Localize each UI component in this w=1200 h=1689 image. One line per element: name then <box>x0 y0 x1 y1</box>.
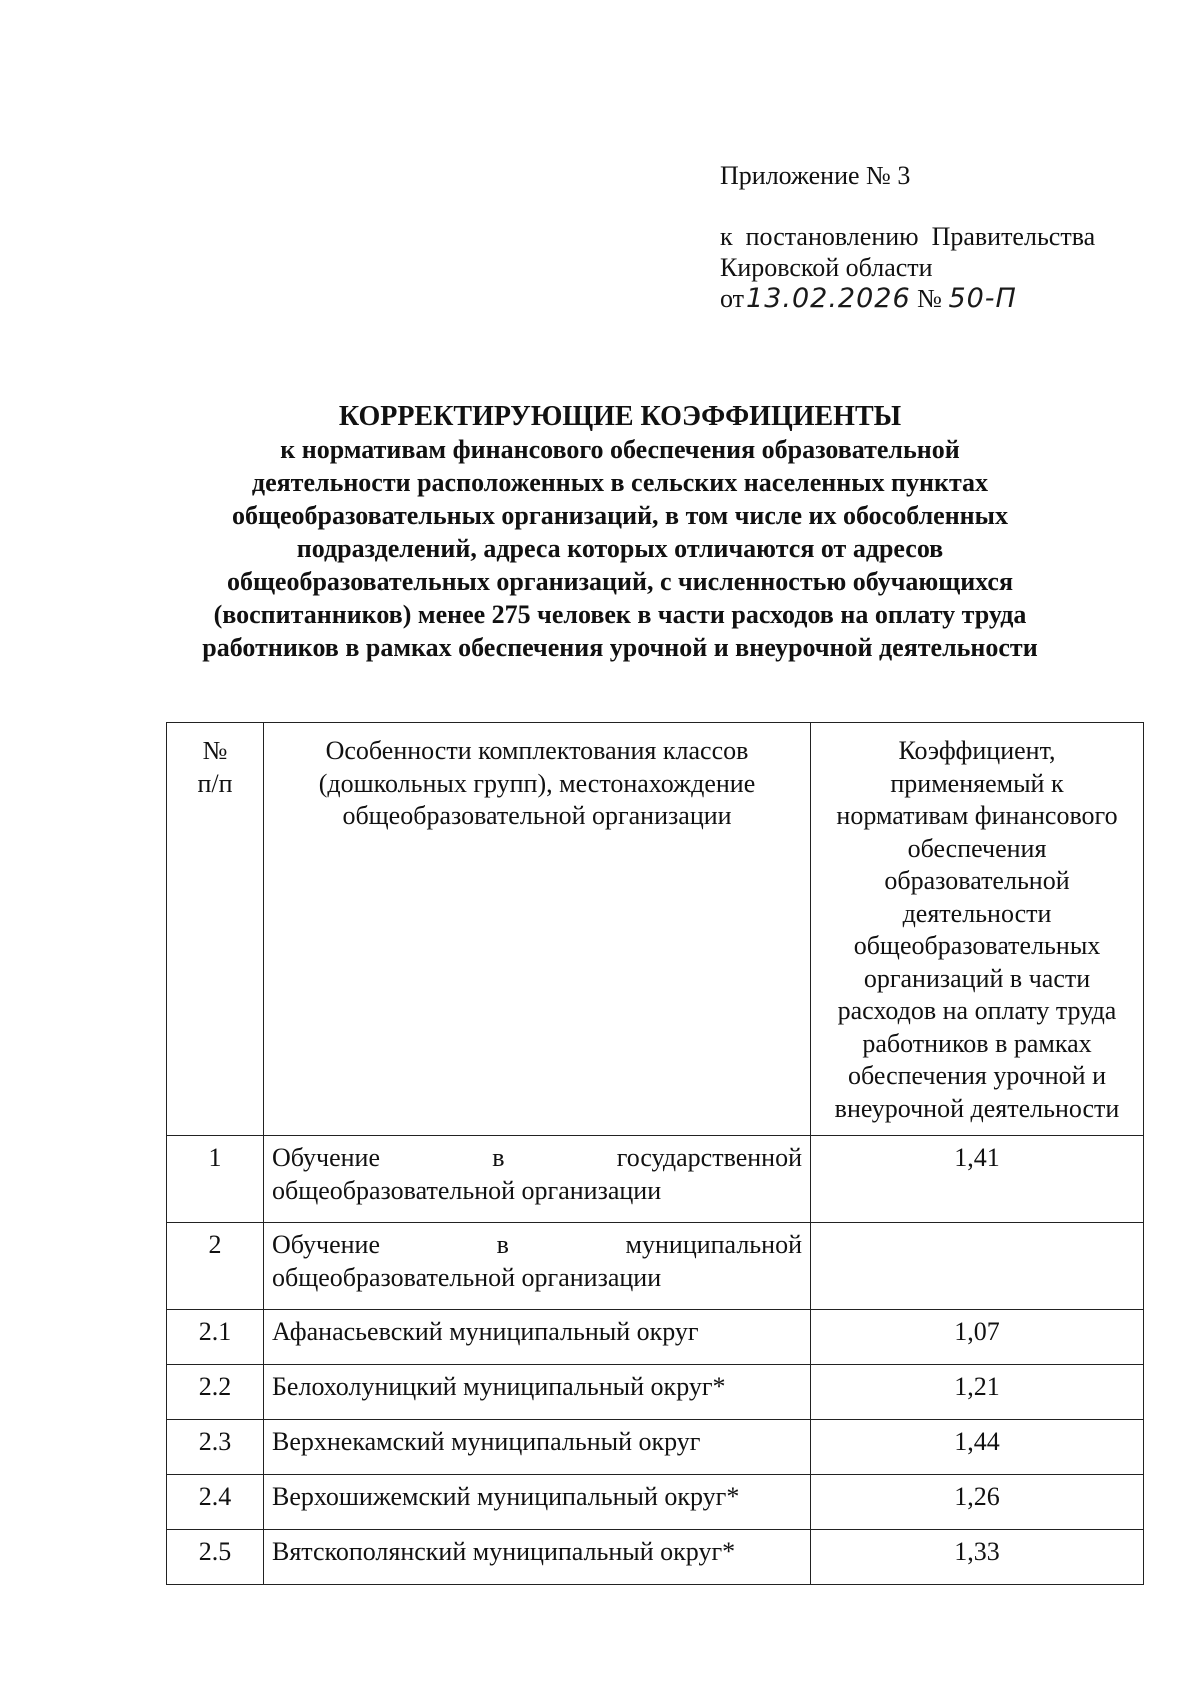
header-coef-line: образовательной <box>884 866 1070 895</box>
header-desc-line: общеобразовательной организации <box>342 801 732 830</box>
row-description <box>264 1136 811 1223</box>
header-coef-line: внеурочной деятельности <box>834 1093 1120 1123</box>
row-num: 2.5 <box>167 1530 264 1585</box>
row-desc-word: Обучение <box>272 1230 380 1259</box>
row-desc-line <box>272 1229 802 1262</box>
header-desc-line: (дошкольных групп), местонахождение <box>318 768 756 798</box>
row-num: 2.2 <box>167 1365 264 1420</box>
header-coef-line: расходов на оплату труда <box>837 996 1117 1025</box>
header-coef-line: применяемый к <box>890 768 1064 798</box>
resolution-line-2: Кировской области <box>720 253 933 282</box>
header-num-line: № <box>202 736 228 765</box>
header-coef-line: общеобразовательных <box>853 931 1101 960</box>
row-coefficient: 1,44 <box>811 1420 1144 1475</box>
number-prefix: № <box>917 284 942 313</box>
appendix-header <box>720 160 1140 314</box>
coefficients-table <box>166 722 1144 1585</box>
table-row <box>167 1136 1144 1223</box>
date-number-line <box>720 283 1140 314</box>
header-desc-line: Особенности комплектования классов <box>325 736 749 765</box>
row-description: Афанасьевский муниципальный округ <box>264 1310 811 1365</box>
handwritten-number: 50-П <box>948 283 1017 314</box>
header-coef-line: организаций в части <box>863 963 1091 993</box>
table-row <box>167 1310 1144 1365</box>
row-coefficient: 1,21 <box>811 1365 1144 1420</box>
header-coefficient <box>811 723 1144 1136</box>
row-num: 2.1 <box>167 1310 264 1365</box>
table-header-row <box>167 723 1144 1136</box>
row-description <box>264 1223 811 1310</box>
row-desc-word: муниципальной <box>625 1230 802 1259</box>
header-description <box>264 723 811 1136</box>
row-desc-word: государственной <box>616 1143 802 1172</box>
subtitle-line: (воспитанников) менее 275 человек в части расходов на оплату труда <box>213 600 1027 629</box>
subtitle-line: общеобразовательных организаций, в том числе их обособленных <box>232 501 1008 530</box>
row-num: 1 <box>167 1136 264 1223</box>
row-coefficient: 1,26 <box>811 1475 1144 1530</box>
subtitle-line: работников в рамках обеспечения урочной и внеурочной деятельности <box>202 633 1038 662</box>
row-num: 2.3 <box>167 1420 264 1475</box>
row-num: 2.4 <box>167 1475 264 1530</box>
header-coef-line: деятельности <box>902 898 1052 928</box>
header-coef-line: обеспечения <box>907 833 1047 863</box>
header-coef-line: нормативам финансового <box>836 801 1118 830</box>
row-description: Верхошижемский муниципальный округ* <box>264 1475 811 1530</box>
handwritten-date: 13.02.2026 <box>746 283 911 314</box>
table-row <box>167 1420 1144 1475</box>
document-title <box>150 400 1090 664</box>
resolution-line-1: к постановлению Правительства <box>720 222 1096 251</box>
table-row <box>167 1530 1144 1585</box>
date-prefix: от <box>720 284 745 313</box>
header-num <box>167 723 264 1136</box>
row-description: Белохолуницкий муниципальный округ* <box>264 1365 811 1420</box>
header-num-line: п/п <box>197 768 233 798</box>
row-coefficient: 1,07 <box>811 1310 1144 1365</box>
row-coefficient: 1,41 <box>811 1136 1144 1223</box>
header-coef-line: Коэффициент, <box>898 736 1056 765</box>
row-num: 2 <box>167 1223 264 1310</box>
main-title: КОРРЕКТИРУЮЩИЕ КОЭФФИЦИЕНТЫ <box>338 401 902 432</box>
row-desc-line: общеобразовательной организации <box>272 1175 662 1205</box>
subtitle-line: к нормативам финансового обеспечения образовательной <box>280 435 960 464</box>
appendix-number: Приложение № 3 <box>720 161 911 190</box>
subtitle-line: деятельности расположенных в сельских населенных пунктах <box>251 468 989 497</box>
row-desc-line: общеобразовательной организации <box>272 1262 662 1292</box>
row-coefficient: 1,33 <box>811 1530 1144 1585</box>
header-coef-line: работников в рамках <box>862 1028 1092 1058</box>
table-row <box>167 1365 1144 1420</box>
row-desc-word: Обучение <box>272 1143 380 1172</box>
header-coef-line: обеспечения урочной и <box>848 1061 1106 1090</box>
subtitle-line: общеобразовательных организаций, с численностью обучающихся <box>226 567 1014 596</box>
row-description: Вятскополянский муниципальный округ* <box>264 1530 811 1585</box>
row-desc-word: в <box>492 1143 505 1172</box>
row-desc-line <box>272 1142 802 1175</box>
row-description: Верхнекамский муниципальный округ <box>264 1420 811 1475</box>
row-coefficient <box>811 1223 1144 1310</box>
row-desc-word: в <box>496 1230 509 1259</box>
table-row <box>167 1223 1144 1310</box>
table-row <box>167 1475 1144 1530</box>
subtitle-line: подразделений, адреса которых отличаются от адресов <box>296 534 944 563</box>
